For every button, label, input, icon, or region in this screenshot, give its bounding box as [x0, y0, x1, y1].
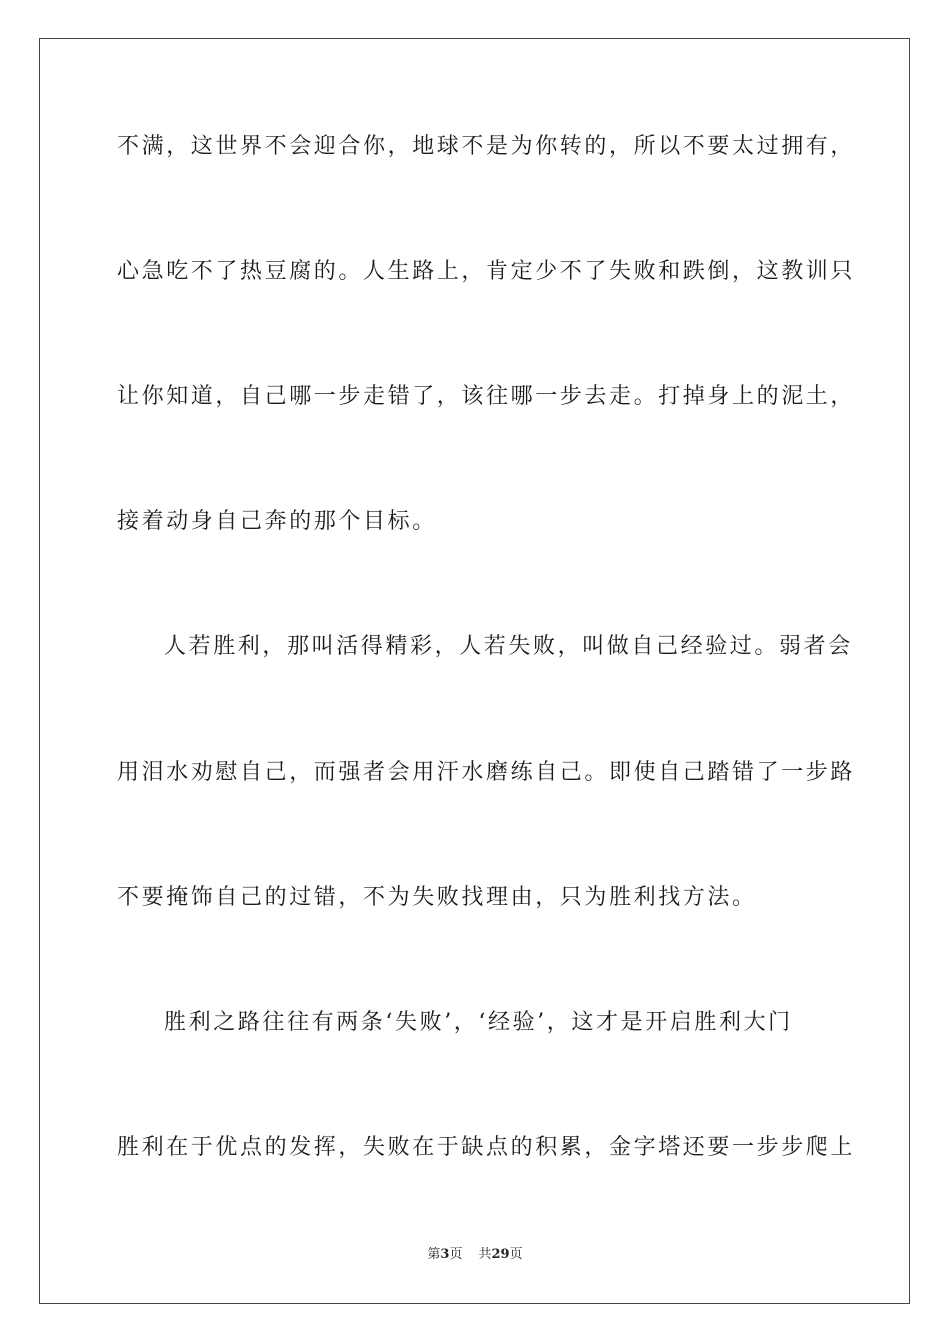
text-line: 用泪水劝慰自己，而强者会用汗水磨练自己。即使自己踏错了一步路 — [117, 760, 856, 785]
text-line: 接着动身自己奔的那个目标。 — [117, 509, 437, 534]
paragraph-first-line: 胜利之路往往有两条‘失败’，‘经验’，这才是开启胜利大门 — [164, 1010, 793, 1035]
page-prefix: 第 — [427, 1247, 441, 1262]
text-line: 胜利在于优点的发挥，失败在于缺点的积累，金字塔还要一步步爬上 — [117, 1135, 856, 1160]
page-footer — [0, 1246, 950, 1264]
page-suffix: 页 — [449, 1247, 463, 1262]
text-line: 不要掩饰自己的过错，不为失败找理由，只为胜利找方法。 — [117, 885, 757, 910]
total-pages-number: 29 — [491, 1247, 510, 1262]
total-prefix: 共 — [478, 1247, 492, 1262]
total-suffix: 页 — [509, 1247, 523, 1262]
paragraph-first-line: 人若胜利，那叫活得精彩，人若失败，叫做自己经验过。弱者会 — [164, 634, 853, 659]
text-line: 不满，这世界不会迎合你，地球不是为你转的，所以不要太过拥有， — [117, 134, 856, 159]
text-line: 心急吃不了热豆腐的。人生路上，肯定少不了失败和跌倒，这教训只 — [117, 259, 856, 284]
page-border — [39, 38, 910, 1304]
text-line: 让你知道，自己哪一步走错了，该往哪一步去走。打掉身上的泥土， — [117, 384, 856, 409]
current-page-number: 3 — [440, 1247, 450, 1262]
